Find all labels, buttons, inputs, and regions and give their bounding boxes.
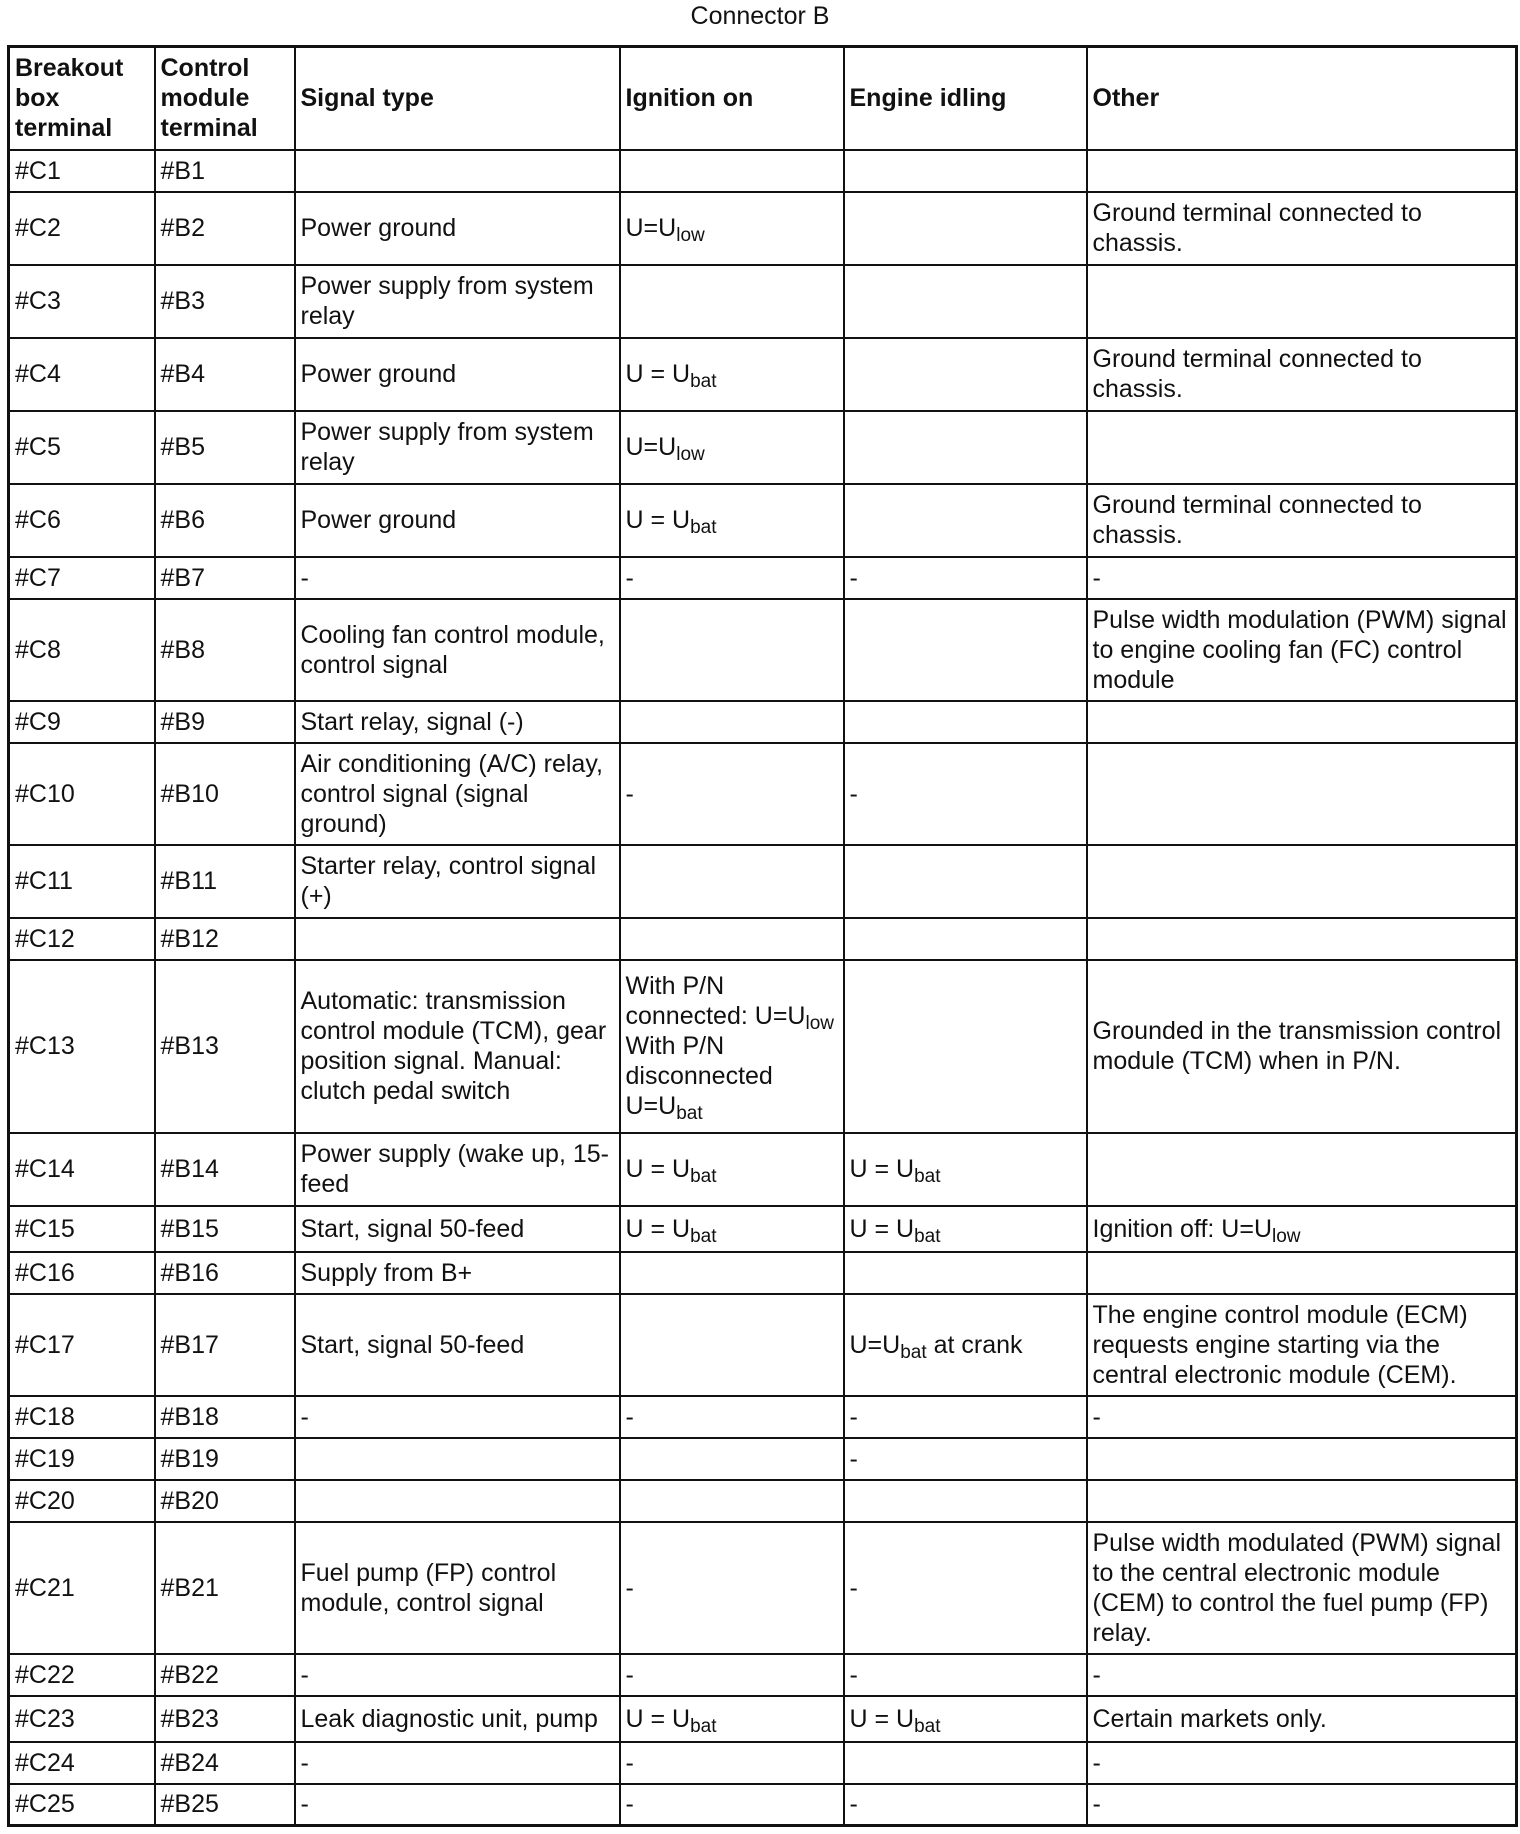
cell-line — [849, 1330, 1023, 1363]
engine-idling-cell — [844, 338, 1087, 411]
ignition-on-cell — [620, 1438, 844, 1480]
cell-line — [1093, 199, 1422, 257]
cell-text: - — [849, 1402, 858, 1431]
cell-subscript: bat — [914, 1715, 941, 1737]
control-terminal-cell: #B9 — [155, 701, 295, 743]
table-row — [9, 1396, 1517, 1438]
engine-idling-cell — [844, 960, 1087, 1133]
other-cell — [1087, 743, 1517, 845]
header-idling: Engine idling — [844, 47, 1087, 150]
signal-type-cell: Air conditioning (A/C) relay, control signal (signal ground) — [295, 743, 620, 845]
control-terminal-cell: #B19 — [155, 1438, 295, 1480]
table-row — [9, 701, 1517, 743]
cell-line — [850, 564, 858, 592]
cell-text: - — [625, 1573, 634, 1602]
cell-line — [1093, 1790, 1101, 1818]
ignition-on-cell — [620, 1206, 844, 1252]
cell-line — [850, 1661, 858, 1689]
cell-text: U=U — [625, 433, 677, 461]
breakout-terminal-cell: #C6 — [9, 484, 155, 557]
breakout-terminal-cell: #C10 — [9, 743, 155, 845]
signal-type-cell: - — [295, 557, 620, 599]
cell-line — [850, 1574, 858, 1602]
table-row — [9, 1480, 1517, 1522]
other-cell — [1087, 1206, 1517, 1252]
table-row — [9, 1654, 1517, 1696]
cell-line — [626, 1403, 634, 1431]
cell-text: - — [849, 563, 858, 592]
signal-type-cell: - — [295, 1742, 620, 1784]
cell-text: - — [625, 1748, 634, 1777]
cell-line — [625, 1032, 773, 1124]
cell-text: U=U — [625, 214, 677, 242]
page-title: Connector B — [690, 2, 830, 30]
cell-subscript: low — [805, 1013, 834, 1034]
cell-subscript: bat — [676, 1103, 703, 1124]
signal-type-cell — [295, 1438, 620, 1480]
signal-type-cell: Supply from B+ — [295, 1252, 620, 1294]
other-cell — [1087, 1438, 1517, 1480]
cell-line — [625, 506, 717, 538]
table-row — [9, 1696, 1517, 1742]
control-terminal-cell: #B18 — [155, 1396, 295, 1438]
cell-text: - — [625, 1660, 634, 1689]
other-cell — [1087, 411, 1517, 484]
cell-line — [1093, 491, 1422, 549]
engine-idling-cell — [844, 1133, 1087, 1206]
cell-line — [625, 1704, 717, 1737]
cell-text: - — [1092, 563, 1101, 592]
breakout-terminal-cell: #C20 — [9, 1480, 155, 1522]
other-cell — [1087, 1784, 1517, 1826]
ignition-on-cell — [620, 960, 844, 1133]
ignition-on-cell — [620, 1522, 844, 1654]
cell-subscript: bat — [690, 517, 717, 538]
ignition-on-cell — [620, 701, 844, 743]
cell-text: U = U — [849, 1155, 915, 1183]
control-terminal-cell: #B16 — [155, 1252, 295, 1294]
breakout-terminal-cell: #C11 — [9, 845, 155, 918]
table-row — [9, 960, 1517, 1133]
other-cell — [1087, 599, 1517, 701]
table-row — [9, 265, 1517, 338]
engine-idling-cell — [844, 484, 1087, 557]
ignition-on-cell — [620, 1654, 844, 1696]
cell-text: Ground terminal connected to chassis. — [1092, 491, 1422, 549]
cell-line — [1093, 606, 1507, 694]
cell-subscript: low — [676, 225, 705, 246]
signal-type-cell — [295, 918, 620, 960]
table-row — [9, 845, 1517, 918]
table-body — [9, 150, 1517, 1826]
cell-line — [1093, 1529, 1502, 1647]
control-terminal-cell: #B10 — [155, 743, 295, 845]
cell-line — [625, 972, 834, 1034]
ignition-on-cell — [620, 1252, 844, 1294]
other-cell — [1087, 484, 1517, 557]
other-cell — [1087, 1742, 1517, 1784]
engine-idling-cell — [844, 1522, 1087, 1654]
cell-text: Certain markets only. — [1092, 1704, 1327, 1733]
header-signal: Signal type — [295, 47, 620, 150]
cell-line — [1093, 1017, 1502, 1075]
cell-text: U=U — [849, 1330, 901, 1359]
cell-line — [626, 1574, 634, 1602]
connector-table — [7, 45, 1518, 1827]
cell-text: U = U — [625, 506, 691, 534]
breakout-terminal-cell: #C17 — [9, 1294, 155, 1396]
ignition-on-cell — [620, 743, 844, 845]
control-terminal-cell: #B13 — [155, 960, 295, 1133]
cell-line — [625, 433, 705, 465]
cell-text: - — [849, 779, 858, 808]
breakout-terminal-cell: #C13 — [9, 960, 155, 1133]
other-cell — [1087, 701, 1517, 743]
cell-text: - — [1092, 1790, 1101, 1819]
breakout-terminal-cell: #C23 — [9, 1696, 155, 1742]
signal-type-cell: Power supply (wake up, 15-feed — [295, 1133, 620, 1206]
control-terminal-cell: #B24 — [155, 1742, 295, 1784]
cell-text: The engine control module (ECM) requests engine starting via the central electronic module (CEM). — [1092, 1300, 1468, 1389]
breakout-terminal-cell: #C24 — [9, 1742, 155, 1784]
other-cell — [1087, 192, 1517, 265]
cell-line — [625, 214, 705, 246]
control-terminal-cell: #B21 — [155, 1522, 295, 1654]
cell-text: U = U — [625, 1155, 691, 1183]
engine-idling-cell — [844, 411, 1087, 484]
cell-text: U = U — [625, 1214, 691, 1243]
cell-line — [626, 1661, 634, 1689]
control-terminal-cell: #B20 — [155, 1480, 295, 1522]
cell-line — [850, 1790, 858, 1818]
other-cell — [1087, 1294, 1517, 1396]
other-cell — [1087, 1252, 1517, 1294]
control-terminal-cell: #B12 — [155, 918, 295, 960]
cell-line — [626, 780, 634, 808]
cell-text: Pulse width modulation (PWM) signal to engine cooling fan (FC) control module — [1092, 605, 1507, 694]
breakout-terminal-cell: #C7 — [9, 557, 155, 599]
engine-idling-cell — [844, 743, 1087, 845]
cell-subscript: low — [676, 444, 705, 465]
cell-line — [849, 1214, 941, 1247]
cell-text: - — [849, 1790, 858, 1819]
cell-line — [626, 564, 634, 592]
cell-text: Ignition off: U=U — [1092, 1214, 1273, 1243]
cell-text: - — [849, 1660, 858, 1689]
breakout-terminal-cell: #C4 — [9, 338, 155, 411]
cell-subscript: bat — [914, 1166, 941, 1187]
header-breakout: Breakout box terminal — [9, 47, 155, 150]
table-row — [9, 1522, 1517, 1654]
cell-line — [1093, 345, 1422, 403]
breakout-terminal-cell: #C14 — [9, 1133, 155, 1206]
table-row — [9, 1784, 1517, 1826]
control-terminal-cell: #B17 — [155, 1294, 295, 1396]
breakout-terminal-cell: #C2 — [9, 192, 155, 265]
cell-subscript: bat — [690, 1715, 717, 1737]
table-row — [9, 1206, 1517, 1252]
ignition-on-cell — [620, 150, 844, 192]
engine-idling-cell — [844, 845, 1087, 918]
engine-idling-cell — [844, 1784, 1087, 1826]
signal-type-cell: Power supply from system relay — [295, 411, 620, 484]
signal-type-cell: Start, signal 50-feed — [295, 1206, 620, 1252]
cell-line — [626, 1749, 634, 1777]
cell-text: - — [849, 1444, 858, 1473]
engine-idling-cell — [844, 1742, 1087, 1784]
cell-line — [1093, 1661, 1101, 1689]
table-row — [9, 338, 1517, 411]
signal-type-cell — [295, 150, 620, 192]
cell-text: Ground terminal connected to chassis. — [1092, 345, 1422, 403]
breakout-terminal-cell: #C3 — [9, 265, 155, 338]
header-ignition: Ignition on — [620, 47, 844, 150]
other-cell — [1087, 557, 1517, 599]
cell-text: U = U — [849, 1704, 915, 1733]
cell-text: - — [1092, 1660, 1101, 1689]
ignition-on-cell — [620, 484, 844, 557]
cell-line — [625, 360, 717, 392]
cell-text: U = U — [849, 1214, 915, 1243]
ignition-on-cell — [620, 845, 844, 918]
cell-text: - — [625, 1402, 634, 1431]
other-cell — [1087, 265, 1517, 338]
signal-type-cell: - — [295, 1396, 620, 1438]
cell-line — [1093, 1705, 1327, 1733]
other-cell — [1087, 1133, 1517, 1206]
ignition-on-cell — [620, 411, 844, 484]
other-cell — [1087, 338, 1517, 411]
signal-type-cell: Start, signal 50-feed — [295, 1294, 620, 1396]
cell-text: - — [625, 1790, 634, 1819]
header-control: Control module terminal — [155, 47, 295, 150]
cell-line — [625, 1155, 717, 1187]
ignition-on-cell — [620, 557, 844, 599]
engine-idling-cell — [844, 1480, 1087, 1522]
control-terminal-cell: #B1 — [155, 150, 295, 192]
control-terminal-cell: #B14 — [155, 1133, 295, 1206]
control-terminal-cell: #B11 — [155, 845, 295, 918]
engine-idling-cell — [844, 918, 1087, 960]
control-terminal-cell: #B7 — [155, 557, 295, 599]
cell-line — [1093, 1301, 1468, 1389]
header-other: Other — [1087, 47, 1517, 150]
engine-idling-cell — [844, 1294, 1087, 1396]
cell-line — [1093, 1749, 1101, 1777]
table-row — [9, 1252, 1517, 1294]
breakout-terminal-cell: #C22 — [9, 1654, 155, 1696]
ignition-on-cell — [620, 1480, 844, 1522]
cell-text: - — [849, 1573, 858, 1602]
ignition-on-cell — [620, 192, 844, 265]
cell-subscript: bat — [690, 1166, 717, 1187]
engine-idling-cell — [844, 150, 1087, 192]
ignition-on-cell — [620, 1784, 844, 1826]
control-terminal-cell: #B2 — [155, 192, 295, 265]
engine-idling-cell — [844, 701, 1087, 743]
signal-type-cell — [295, 1480, 620, 1522]
cell-subscript: bat — [690, 371, 717, 392]
cell-subscript: bat — [900, 1341, 927, 1363]
engine-idling-cell — [844, 557, 1087, 599]
cell-text: - — [1092, 1402, 1101, 1431]
ignition-on-cell — [620, 1133, 844, 1206]
breakout-terminal-cell: #C21 — [9, 1522, 155, 1654]
signal-type-cell: Start relay, signal (-) — [295, 701, 620, 743]
cell-text: With P/N connected: U=U — [625, 972, 806, 1030]
table-row — [9, 557, 1517, 599]
other-cell — [1087, 845, 1517, 918]
breakout-terminal-cell: #C19 — [9, 1438, 155, 1480]
table-row — [9, 1294, 1517, 1396]
table-row — [9, 599, 1517, 701]
control-terminal-cell: #B15 — [155, 1206, 295, 1252]
ignition-on-cell — [620, 265, 844, 338]
table-row — [9, 192, 1517, 265]
control-terminal-cell: #B5 — [155, 411, 295, 484]
engine-idling-cell — [844, 1438, 1087, 1480]
breakout-terminal-cell: #C5 — [9, 411, 155, 484]
table-row — [9, 411, 1517, 484]
cell-subscript: low — [1272, 1225, 1301, 1247]
engine-idling-cell — [844, 1206, 1087, 1252]
control-terminal-cell: #B22 — [155, 1654, 295, 1696]
cell-text: Grounded in the transmission control module (TCM) when in P/N. — [1092, 1017, 1502, 1075]
table-row — [9, 150, 1517, 192]
table-row — [9, 484, 1517, 557]
cell-line — [850, 1445, 858, 1473]
engine-idling-cell — [844, 192, 1087, 265]
engine-idling-cell — [844, 265, 1087, 338]
other-cell — [1087, 1522, 1517, 1654]
cell-text: - — [1092, 1748, 1101, 1777]
cell-line — [849, 1155, 941, 1187]
table-row — [9, 918, 1517, 960]
cell-subscript: bat — [690, 1225, 717, 1247]
cell-text: Pulse width modulated (PWM) signal to the central electronic module (CEM) to control the fuel pump (FP) relay. — [1092, 1528, 1501, 1647]
signal-type-cell: Automatic: transmission control module (TCM), gear position signal. Manual: clutch pedal switch — [295, 960, 620, 1133]
signal-type-cell: - — [295, 1784, 620, 1826]
other-cell — [1087, 1480, 1517, 1522]
cell-line — [626, 1790, 634, 1818]
cell-text: With P/N disconnected U=U — [625, 1032, 773, 1120]
cell-text: U = U — [625, 1704, 691, 1733]
signal-type-cell: Power ground — [295, 484, 620, 557]
signal-type-cell: Power supply from system relay — [295, 265, 620, 338]
cell-text: Ground terminal connected to chassis. — [1092, 199, 1422, 257]
breakout-terminal-cell: #C8 — [9, 599, 155, 701]
control-terminal-cell: #B4 — [155, 338, 295, 411]
control-terminal-cell: #B23 — [155, 1696, 295, 1742]
ignition-on-cell — [620, 338, 844, 411]
engine-idling-cell — [844, 599, 1087, 701]
ignition-on-cell — [620, 599, 844, 701]
breakout-terminal-cell: #C18 — [9, 1396, 155, 1438]
control-terminal-cell: #B8 — [155, 599, 295, 701]
breakout-terminal-cell: #C16 — [9, 1252, 155, 1294]
signal-type-cell: Power ground — [295, 192, 620, 265]
other-cell — [1087, 1654, 1517, 1696]
signal-type-cell: - — [295, 1654, 620, 1696]
table-row — [9, 1742, 1517, 1784]
control-terminal-cell: #B25 — [155, 1784, 295, 1826]
signal-type-cell: Leak diagnostic unit, pump — [295, 1696, 620, 1742]
signal-type-cell: Fuel pump (FP) control module, control signal — [295, 1522, 620, 1654]
other-cell — [1087, 150, 1517, 192]
other-cell — [1087, 1396, 1517, 1438]
ignition-on-cell — [620, 1742, 844, 1784]
cell-line — [625, 1214, 717, 1247]
other-cell — [1087, 960, 1517, 1133]
signal-type-cell: Cooling fan control module, control signal — [295, 599, 620, 701]
cell-line — [1093, 564, 1101, 592]
engine-idling-cell — [844, 1396, 1087, 1438]
cell-text: - — [625, 779, 634, 808]
table-row — [9, 743, 1517, 845]
signal-type-cell: Power ground — [295, 338, 620, 411]
cell-text: U = U — [625, 360, 691, 388]
other-cell — [1087, 1696, 1517, 1742]
cell-line — [850, 780, 858, 808]
ignition-on-cell — [620, 918, 844, 960]
cell-line — [1093, 1403, 1101, 1431]
cell-suffix: at crank — [926, 1330, 1023, 1359]
cell-line — [849, 1704, 941, 1737]
control-terminal-cell: #B6 — [155, 484, 295, 557]
breakout-terminal-cell: #C12 — [9, 918, 155, 960]
engine-idling-cell — [844, 1252, 1087, 1294]
ignition-on-cell — [620, 1696, 844, 1742]
signal-type-cell: Starter relay, control signal (+) — [295, 845, 620, 918]
breakout-terminal-cell: #C1 — [9, 150, 155, 192]
cell-line — [1092, 1214, 1301, 1247]
cell-line — [850, 1403, 858, 1431]
table-row — [9, 1133, 1517, 1206]
breakout-terminal-cell: #C9 — [9, 701, 155, 743]
breakout-terminal-cell: #C25 — [9, 1784, 155, 1826]
table-row — [9, 1438, 1517, 1480]
ignition-on-cell — [620, 1294, 844, 1396]
header-row — [9, 47, 1517, 150]
cell-subscript: bat — [914, 1225, 941, 1247]
ignition-on-cell — [620, 1396, 844, 1438]
other-cell — [1087, 918, 1517, 960]
engine-idling-cell — [844, 1654, 1087, 1696]
engine-idling-cell — [844, 1696, 1087, 1742]
breakout-terminal-cell: #C15 — [9, 1206, 155, 1252]
cell-text: - — [625, 563, 634, 592]
control-terminal-cell: #B3 — [155, 265, 295, 338]
